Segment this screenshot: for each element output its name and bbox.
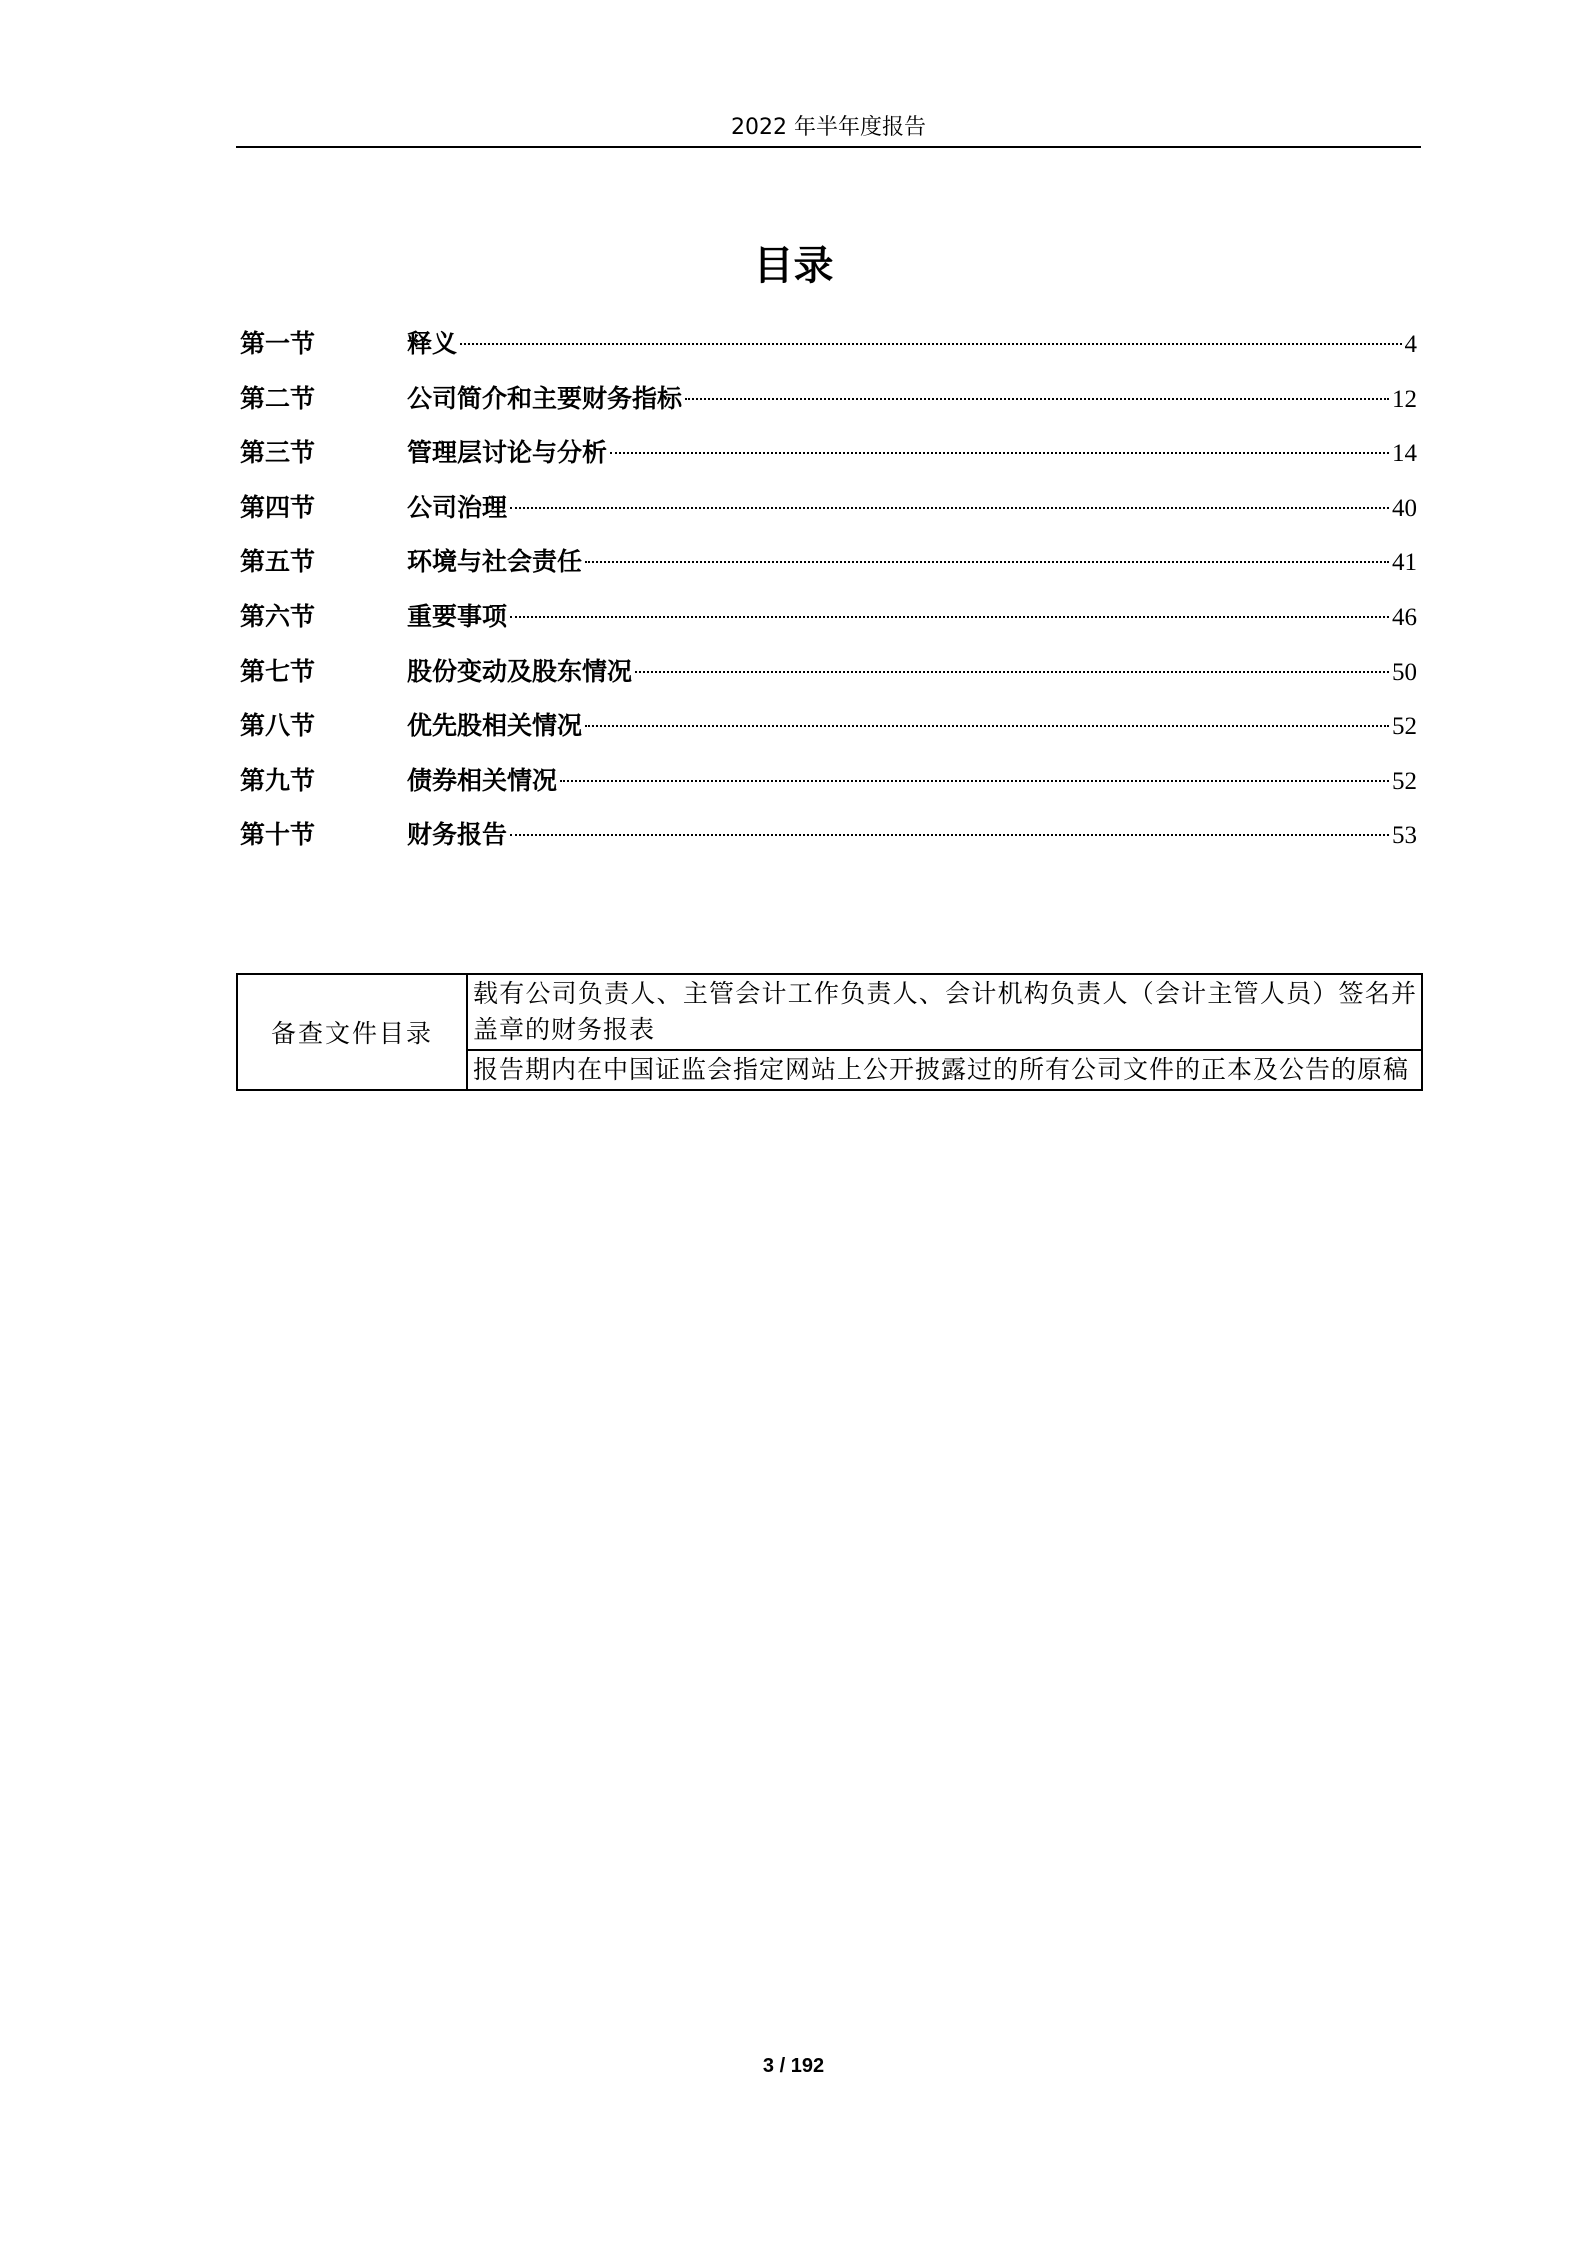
toc-item-page: 46 — [1392, 603, 1417, 631]
toc-leader-dots — [560, 780, 1389, 782]
reference-files-label: 备查文件目录 — [237, 974, 467, 1090]
toc-item-page: 50 — [1392, 658, 1417, 686]
toc-leader-dots — [585, 725, 1389, 727]
toc-item[interactable] — [240, 481, 1417, 536]
table-row — [237, 974, 1422, 1050]
toc-item-number: 第七节 — [240, 656, 316, 686]
toc-item-page: 40 — [1392, 494, 1417, 522]
toc-item-number: 第八节 — [240, 711, 316, 741]
toc-item-title: 股份变动及股东情况 — [407, 656, 633, 686]
toc-item-number: 第二节 — [240, 383, 316, 413]
toc-item-page: 52 — [1392, 767, 1417, 795]
toc-leader-dots — [610, 452, 1389, 454]
toc-item-number: 第三节 — [240, 438, 316, 468]
toc-leader-dots — [460, 343, 1401, 345]
toc-item[interactable] — [240, 808, 1417, 863]
toc-item-number: 第五节 — [240, 547, 316, 577]
toc-item[interactable] — [240, 317, 1417, 372]
toc-item-title: 公司简介和主要财务指标 — [407, 383, 683, 413]
toc-item-title: 释义 — [407, 329, 458, 358]
toc-item[interactable] — [240, 699, 1417, 754]
toc-item[interactable] — [240, 535, 1417, 590]
toc-item[interactable] — [240, 372, 1417, 427]
toc-item-number: 第六节 — [240, 601, 316, 631]
toc-item[interactable] — [240, 754, 1417, 809]
reference-file-item: 报告期内在中国证监会指定网站上公开披露过的所有公司文件的正本及公告的原稿 — [467, 1050, 1422, 1090]
toc-item-title: 财务报告 — [407, 820, 508, 850]
toc-leader-dots — [635, 671, 1389, 673]
toc-item[interactable] — [240, 426, 1417, 481]
toc-item-number: 第四节 — [240, 492, 316, 522]
toc-title: 目录 — [753, 243, 834, 289]
reference-files-table — [236, 973, 1423, 1091]
toc-item-page: 53 — [1392, 822, 1417, 850]
toc-item-page: 14 — [1392, 440, 1417, 468]
table-of-contents — [240, 317, 1417, 863]
toc-item-page: 12 — [1392, 385, 1417, 413]
toc-item-title: 公司治理 — [407, 492, 508, 522]
toc-item-title: 优先股相关情况 — [407, 711, 583, 741]
reference-file-item: 载有公司负责人、主管会计工作负责人、会计机构负责人（会计主管人员）签名并盖章的财务报表 — [467, 974, 1422, 1050]
toc-leader-dots — [510, 616, 1389, 618]
toc-item-page: 4 — [1404, 331, 1417, 358]
toc-item-number: 第九节 — [240, 765, 316, 795]
toc-item-number: 第十节 — [240, 820, 316, 850]
toc-item-title: 管理层讨论与分析 — [407, 438, 608, 468]
toc-item-title: 重要事项 — [407, 601, 508, 631]
toc-item[interactable] — [240, 645, 1417, 700]
toc-leader-dots — [685, 398, 1389, 400]
header-title: 2022 年半年度报告 — [731, 115, 926, 140]
toc-item-title: 债券相关情况 — [407, 765, 558, 795]
toc-item[interactable] — [240, 590, 1417, 645]
page-header — [236, 112, 1421, 148]
toc-item-title: 环境与社会责任 — [407, 547, 583, 577]
toc-item-page: 52 — [1392, 713, 1417, 741]
toc-leader-dots — [510, 507, 1389, 509]
toc-leader-dots — [510, 834, 1389, 836]
toc-item-page: 41 — [1392, 549, 1417, 577]
toc-leader-dots — [585, 561, 1389, 563]
toc-item-number: 第一节 — [240, 329, 316, 358]
page-number: 3 / 192 — [762, 2055, 825, 2077]
